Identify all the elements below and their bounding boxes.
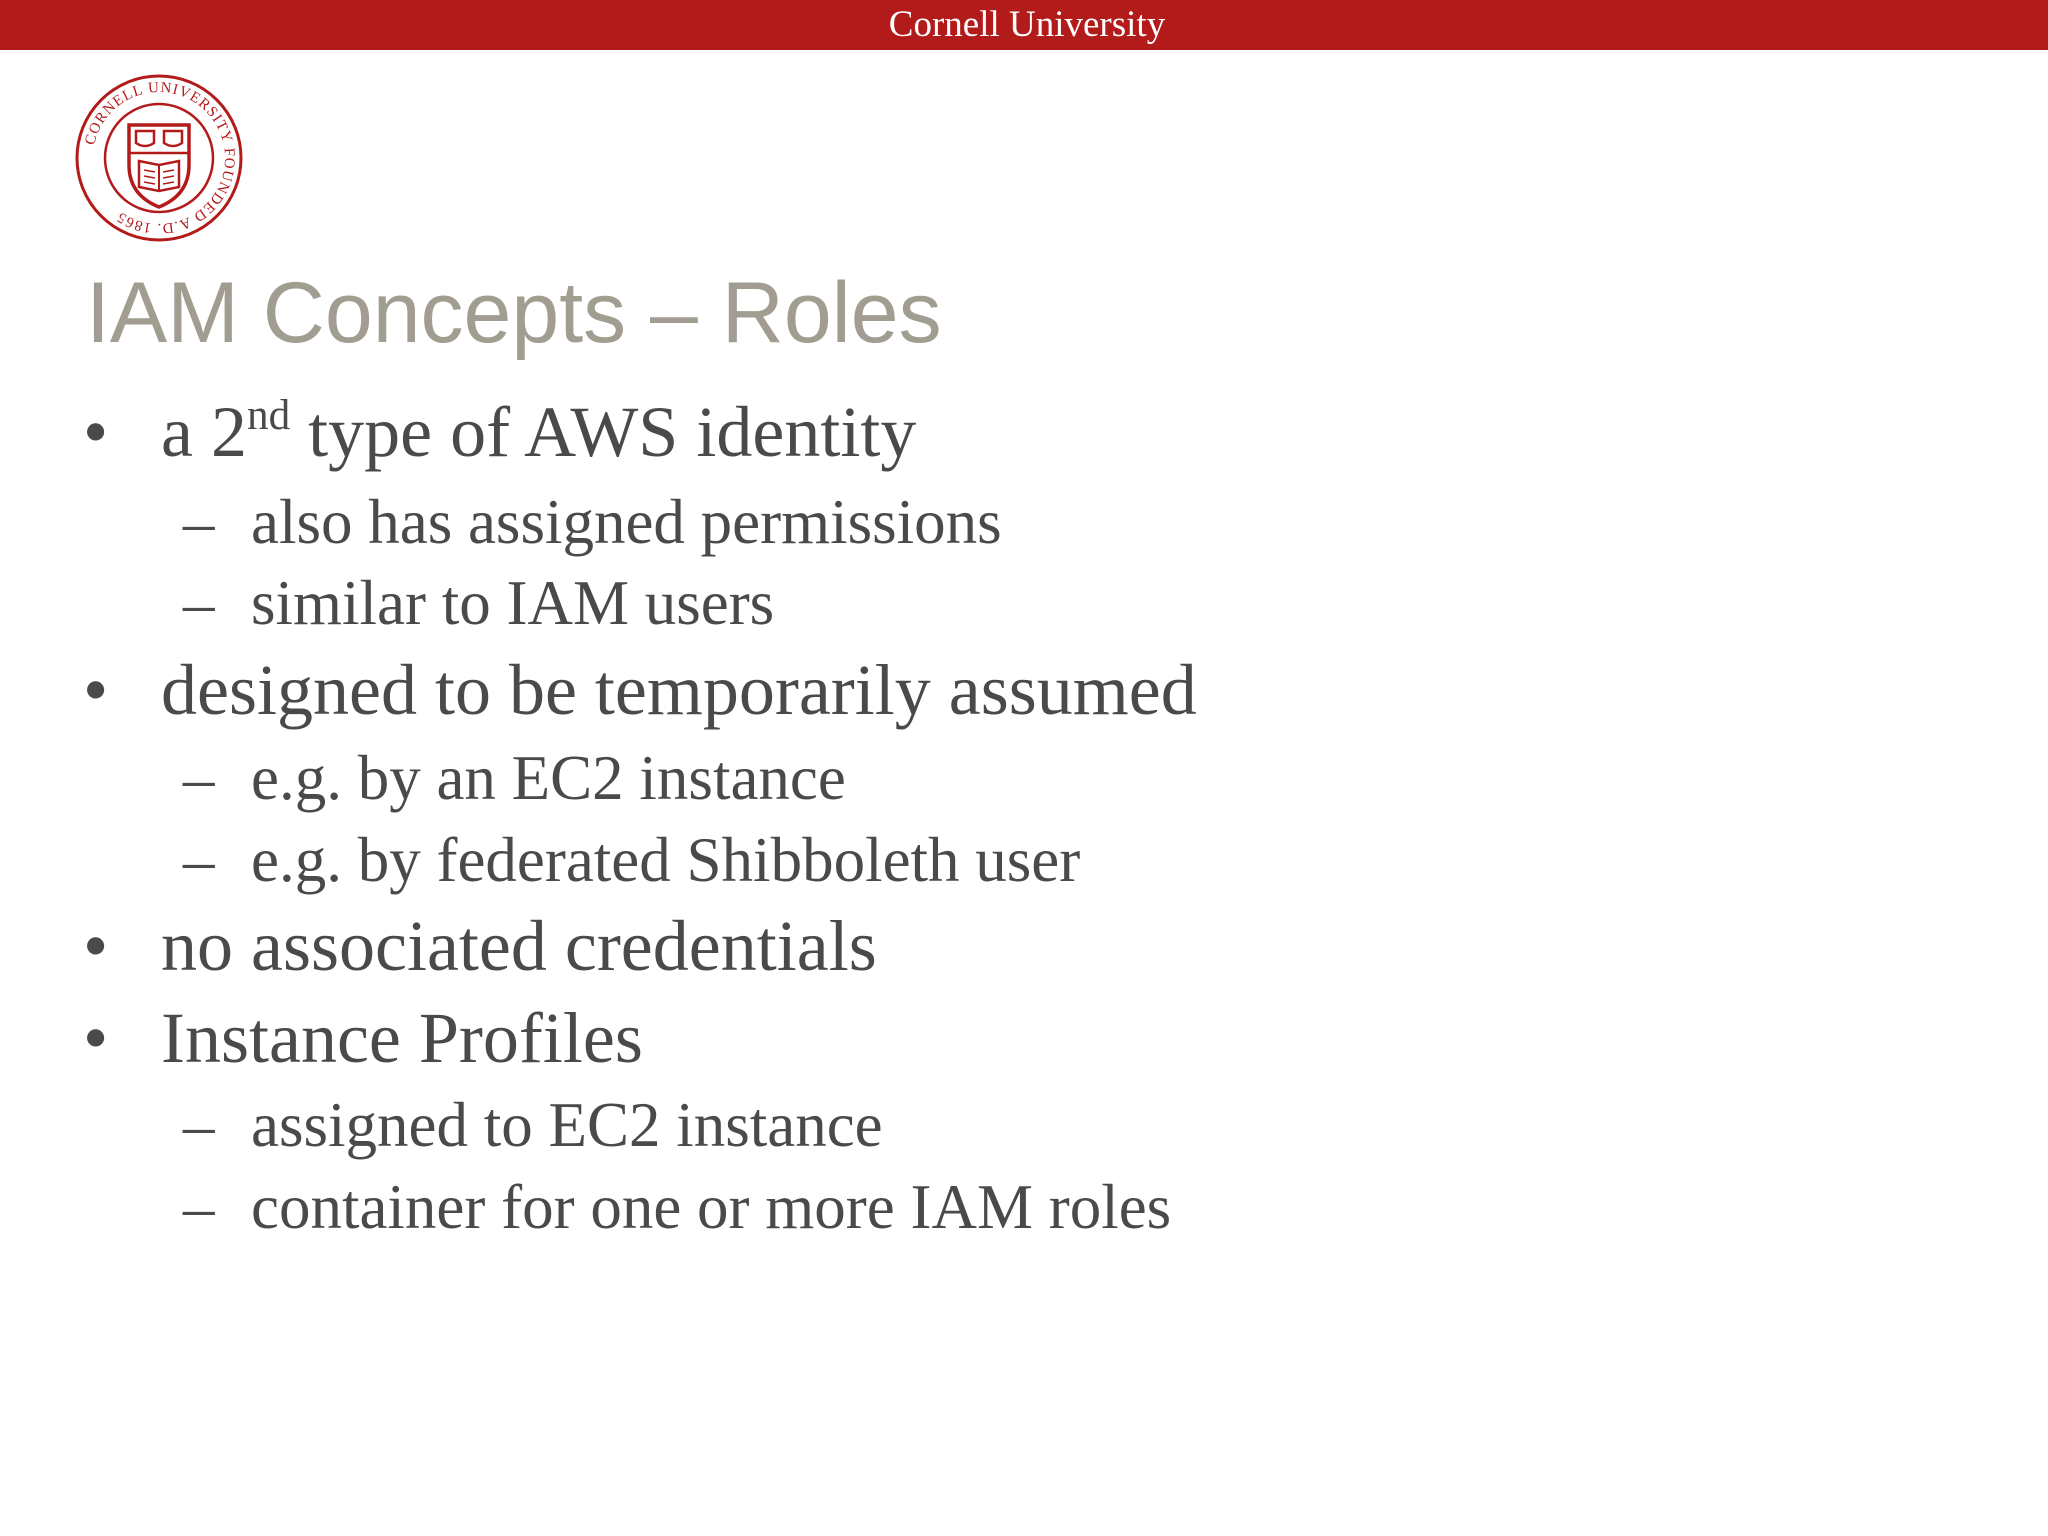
subbullet-text: e.g. by an EC2 instance [251,743,846,813]
slide-title: IAM Concepts – Roles [86,265,942,361]
subbullet-shibboleth-user [183,825,1081,895]
subbullet-marker: – [183,1172,215,1242]
subbullet-assigned-permissions [183,487,1002,557]
bullet-instance-profiles [83,998,643,1078]
subbullet-ec2-instance [183,743,846,813]
bullet-marker: • [83,998,109,1078]
bullet-text-prefix: a 2 [161,392,247,472]
bullet-aws-identity [83,391,917,472]
subbullet-text: container for one or more IAM roles [251,1172,1172,1242]
subbullet-similar-users [183,568,775,638]
bullet-marker: • [83,650,109,730]
subbullet-assigned-ec2 [183,1090,883,1160]
subbullet-text: also has assigned permissions [251,487,1002,557]
bullet-text: designed to be temporarily assumed [161,650,1197,730]
subbullet-text: similar to IAM users [251,568,775,638]
bullet-marker: • [83,906,109,986]
bullet-text: no associated credentials [161,906,877,986]
bullet-text: Instance Profiles [161,998,643,1078]
seal-ring-text: CORNELL UNIVERSITY FOUNDED A.D. 1865 [82,79,238,237]
subbullet-marker: – [183,1090,215,1160]
subbullet-container-roles [183,1172,1172,1242]
subbullet-text: e.g. by federated Shibboleth user [251,825,1081,895]
ordinal-suffix: nd [246,391,291,439]
subbullet-marker: – [183,743,215,813]
bullet-no-credentials [83,906,877,986]
bullet-temporarily-assumed [83,650,1197,730]
subbullet-marker: – [183,825,215,895]
subbullet-text: assigned to EC2 instance [251,1090,883,1160]
bullet-marker: • [83,392,109,472]
bullet-text-suffix: type of AWS identity [290,392,917,472]
subbullet-marker: – [183,568,215,638]
subbullet-marker: – [183,487,215,557]
institution-name: Cornell University [888,3,1166,45]
